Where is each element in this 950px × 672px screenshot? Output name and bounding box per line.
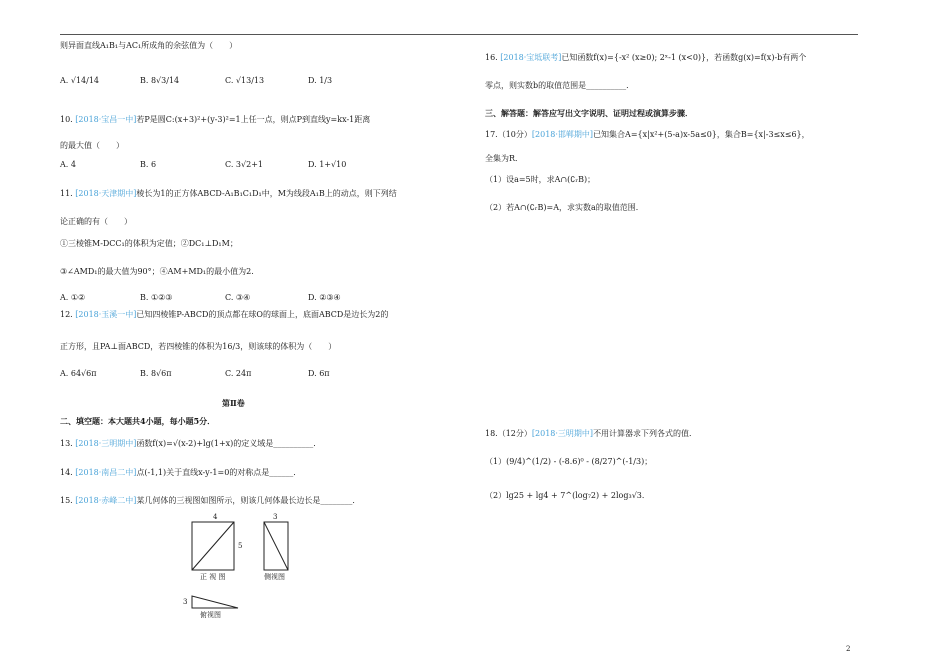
q11-option-c: C. ③④ <box>225 293 251 302</box>
q10-line2: 的最大值（ ） <box>60 141 124 150</box>
q14-line <box>60 467 301 478</box>
q12-option-b: B. 8√6π <box>140 369 172 378</box>
q11-option-d: D. ②③④ <box>308 293 341 302</box>
q11-line2: 论正确的有（ ） <box>60 217 132 226</box>
q15-tag: [2018·赤峰二中] <box>75 496 137 505</box>
front-right-label: 5 <box>238 542 243 550</box>
q14-num: 14. <box>60 468 73 477</box>
front-view-diagonal <box>192 522 234 570</box>
section2-title: 第Ⅱ卷 <box>222 398 245 408</box>
q17-line <box>485 129 810 140</box>
q13-text: 函数f(x)=√(x-2)+lg(1+x)的定义域是__________． <box>136 439 322 448</box>
q10-option-a: A. 4 <box>60 160 76 169</box>
section3-heading: 三、解答题：解答应写出文字说明、证明过程或演算步骤． <box>485 108 693 118</box>
q16-num: 16. <box>485 53 498 62</box>
q11-tag: [2018·天津期中] <box>75 189 137 198</box>
top-caption: 俯视图 <box>200 611 221 619</box>
q10-option-d: D. 1+√10 <box>308 160 347 169</box>
top-left-label: 3 <box>183 598 188 606</box>
q15-text: 某几何体的三视图如图所示，则该几何体最长边长是________． <box>136 496 361 505</box>
q17-part1: （1）设a=5时，求A∩(∁ᵣB)； <box>485 175 596 184</box>
q18-tag: [2018·三明期中] <box>531 429 594 438</box>
q11-line: 11. [2018·天津期中]棱长为1的正方体ABCD-A₁B₁C₁D₁中，M为线段A₁B上的动点，则下列结 <box>60 189 397 198</box>
q12-option-a: A. 64√6π <box>60 369 97 378</box>
q10-option-b: B. 6 <box>140 160 157 169</box>
q11-option-b: B. ①②③ <box>140 293 173 302</box>
q13-num: 13. <box>60 439 73 448</box>
side-view-diagonal <box>264 522 288 570</box>
section2-heading: 二、填空题：本大题共4小题，每小题5分． <box>60 416 216 426</box>
q16-line2: 零点，则实数b的取值范围是__________． <box>485 81 635 90</box>
front-caption: 正 视 图 <box>200 573 226 581</box>
q11-item2: ③∠AMD₁的最大值为90°；④AM+MD₁的最小值为2. <box>60 267 254 276</box>
q9-option-a: A. √14/14 <box>60 76 100 85</box>
q12-line: 12. [2018·玉溪一中]已知四棱锥P-ABCD的顶点都在球O的球面上，底面ABCD是边长为2的 <box>60 310 389 319</box>
q12-option-c: C. 24π <box>225 369 252 378</box>
q12-line2: 正方形，且PA⊥面ABCD，若四棱锥的体积为16/3，则该球的体积为（ ） <box>60 342 337 351</box>
three-view-svg <box>180 510 310 620</box>
q11-text: 棱长为1的正方体ABCD-A₁B₁C₁D₁中，M为线段A₁B上的动点，则下列结 <box>136 189 397 198</box>
q13-line <box>60 438 321 449</box>
three-view-figure <box>180 510 310 620</box>
q15-num: 15. <box>60 496 73 505</box>
side-top-label: 3 <box>273 513 278 521</box>
front-top-label: 4 <box>213 513 218 521</box>
q17-text: 已知集合A={x|x²+(5-a)x-5a≤0}，集合B={x|-3≤x≤6}， <box>593 130 810 139</box>
q16-tag: [2018·宝坻联考] <box>500 53 562 62</box>
top-rule <box>60 34 858 35</box>
q15-line <box>60 495 360 506</box>
q10-tag: [2018·宝昌一中] <box>75 115 137 124</box>
q9-option-d: D. 1/3 <box>308 76 333 85</box>
q9-tail: 则异面直线A₁B₁与AC₁所成角的余弦值为（ ） <box>60 41 238 50</box>
q17-num: 17.（10分） <box>485 130 532 139</box>
q9-option-c: C. √13/13 <box>225 76 265 85</box>
q14-text: 点(-1,1)关于直线x-y-1=0的对称点是______． <box>136 468 302 477</box>
q14-tag: [2018·南昌二中] <box>75 468 137 477</box>
q12-text: 已知四棱锥P-ABCD的顶点都在球O的球面上，底面ABCD是边长为2的 <box>136 310 389 319</box>
q17-tag: [2018·邯郸期中] <box>531 130 594 139</box>
q18-part2: （2）lg25 + lg4 + 7^(log₇2) + 2log₃√3． <box>485 491 650 500</box>
q18-num: 18.（12分） <box>485 429 532 438</box>
q18-line <box>485 428 697 439</box>
q17-line2: 全集为R． <box>485 154 524 163</box>
q13-tag: [2018·三明期中] <box>75 439 137 448</box>
q10-option-c: C. 3√2+1 <box>225 160 263 169</box>
q17-part2: （2）若A∩(∁ᵣB)=A，求实数a的取值范围． <box>485 203 644 212</box>
q18-part1: （1）(9/4)^(1/2) - (-8.6)⁰ - (8/27)^(-1/3)； <box>485 457 653 466</box>
top-view-triangle <box>192 596 238 608</box>
q11-item1: ①三棱锥M-DCC₁的体积为定值；②DC₁⊥D₁M； <box>60 239 238 248</box>
q9-option-b: B. 8√3/14 <box>140 76 180 85</box>
q12-option-d: D. 6π <box>308 369 330 378</box>
q11-option-a: A. ①② <box>60 293 86 302</box>
q10-line: 10. [2018·宝昌一中]若P是圆C:(x+3)²+(y-3)²=1上任一点，则点P到直线y=kx-1距离 <box>60 115 371 124</box>
side-caption: 侧视图 <box>264 573 285 581</box>
q12-tag: [2018·玉溪一中] <box>75 310 137 319</box>
q16-line <box>485 52 806 63</box>
page-number: 2 <box>846 645 851 653</box>
q18-text: 不用计算器求下列各式的值． <box>593 429 698 438</box>
q16-text: 已知函数f(x)={-x² (x≥0); 2ˣ-1 (x<0)}，若函数g(x)=f(x)-b有两个 <box>561 53 807 62</box>
q10-text: 若P是圆C:(x+3)²+(y-3)²=1上任一点，则点P到直线y=kx-1距离 <box>136 115 371 124</box>
